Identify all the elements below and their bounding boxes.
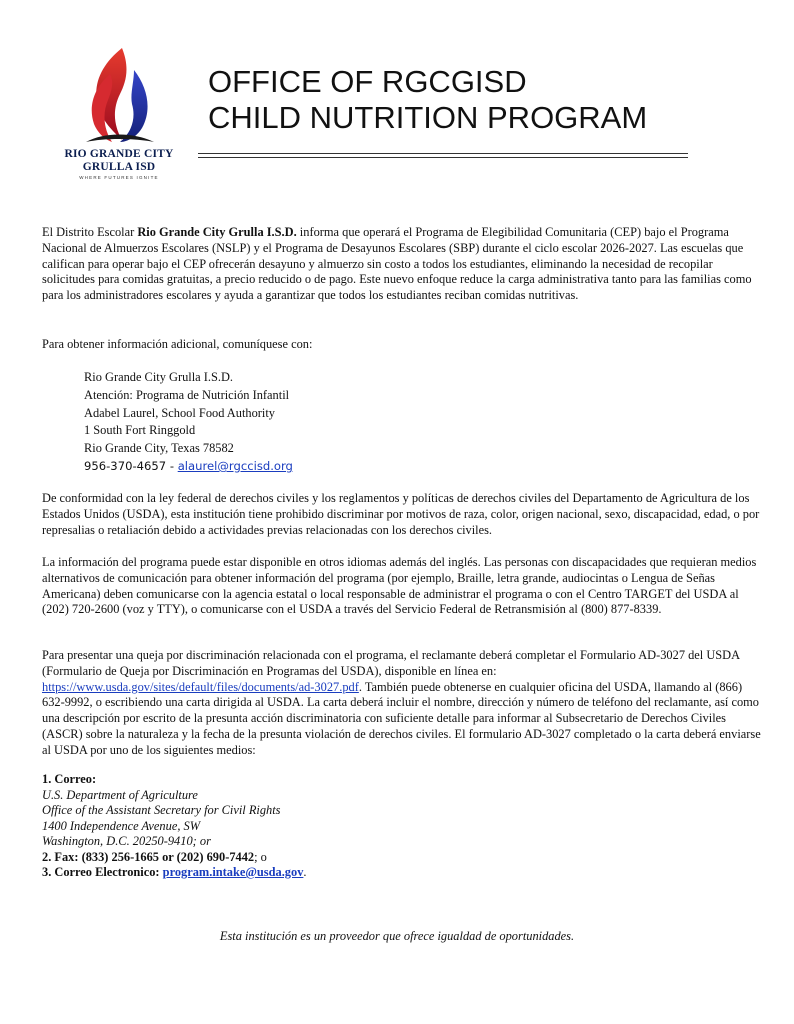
submission-channels <box>42 772 307 881</box>
equal-opportunity-footer: Esta institución es un proveedor que ofrece igualdad de oportunidades. <box>219 929 575 943</box>
district-name: Rio Grande City Grulla I.S.D. <box>137 225 297 239</box>
mail-label: 1. Correo: <box>42 772 97 786</box>
fax-line <box>42 850 307 866</box>
mail-line-1: U.S. Department of Agriculture <box>42 787 198 802</box>
contact-email-link[interactable]: alaurel@rgccisd.org <box>177 458 293 473</box>
email-line <box>42 865 307 881</box>
fax-numbers: 2. Fax: (833) 256-1665 or (202) 690-7442 <box>42 849 255 864</box>
nondiscrimination-paragraph: De conformidad con la ley federal de derechos civiles y los reglamentos y políticas de derechos civiles del Departamento de Agricultura de los Estados Unidos (USDA), esta institución tiene prohibido discriminar por motivos de raza, color, origen nacional, sexo, discapacidad, edad, o por represalias o retaliación debido a actividades previas relacionadas con los derechos civiles. <box>42 491 760 537</box>
mail-line-2: Office of the Assistant Secretary for Civil Rights <box>42 803 281 817</box>
languages-paragraph: La información del programa puede estar disponible en otros idiomas además del inglés. Las personas con discapacidades que requieran medios alternativos de comunicación para obtener información del programa (por ejemplo, Braille, letra grande, audiocintas o Lengua de Señas Americana) deben comunicarse con la agencia estatal o local responsable de administrar el programa o con el Centro TARGET del USDA al (202) 720-2600 (voz y TTY), o comunicarse con el USDA a través del Servicio Federal de Retransmisión al (800) 877-8339. <box>42 555 757 617</box>
complaint-paragraph <box>42 648 762 759</box>
email-label: 3. Correo Electronico: <box>42 865 163 879</box>
title-line-1: OFFICE OF RGCGISD <box>208 64 527 99</box>
complaint-part-2: . También puede obtenerse en cualquier oficina del USDA, llamando al (866) 632-9992, o escribiendo una carta dirigida al USDA. La carta deberá incluir el nombre, dirección y número de teléfono del reclamante, así como una descripción por escrito de la presunta acción discriminatoria con suficiente detalle para informar al Subsecretario de Derechos Civiles (ASCR) sobre la naturaleza y la fecha de la presunta violación de derechos civiles. El formulario AD-3027 completado o la carta deberá enviarse al USDA por uno de los siguientes medios: <box>42 679 761 757</box>
contact-line-5: Rio Grande City, Texas 78582 <box>84 441 234 456</box>
contact-line-1: Rio Grande City Grulla I.S.D. <box>84 370 234 384</box>
title-line-2: CHILD NUTRITION PROGRAM <box>208 100 648 135</box>
contact-line-4: 1 South Fort Ringgold <box>84 423 196 438</box>
intro-rest: informa que operará el Programa de Elegibilidad Comunitaria (CEP) bajo el Programa Nacional de Almuerzos Escolares (NSLP) y el Programa de Desayunos Escolares (SBP) durante el ciclo escolar 2026-2027. Las escuelas que califican para operar bajo el CEP ofrecerán desayuno y almuerzo sin costo a todos los estudiantes, eliminando la necesidad de recopilar solicitudes para comidas gratuitas, a precio reducido o de pago. Este nuevo enfoque reduce la carga administrativa tanto para las familias como para los administradores escolares y ayuda a garantizar que todos los estudiantes reciban comidas nutritivas. <box>42 225 752 303</box>
fax-suffix: ; o <box>254 849 267 864</box>
contact-intro: Para obtener información adicional, comuníquese con: <box>42 337 313 351</box>
logo-line-1: RIO GRANDE CITY <box>64 148 174 160</box>
mail-line-4: Washington, D.C. 20250-9410; or <box>42 834 211 848</box>
mail-line-3: 1400 Independence Avenue, SW <box>42 818 201 833</box>
contact-line-2: Atención: Programa de Nutrición Infantil <box>84 387 290 402</box>
contact-phone-line <box>84 458 293 476</box>
usda-email-link[interactable]: program.intake@usda.gov <box>162 865 304 879</box>
title-divider <box>198 153 688 154</box>
flame-logo-icon <box>64 44 174 148</box>
email-suffix: . <box>303 865 307 879</box>
ad3027-link[interactable]: https://www.usda.gov/sites/default/files/documents/ad-3027.pdf <box>42 679 359 694</box>
logo-line-2: GRULLA ISD <box>82 161 156 173</box>
contact-line-3: Adabel Laurel, School Food Authority <box>84 405 275 420</box>
intro-lead: El Distrito Escolar <box>42 225 138 239</box>
intro-paragraph <box>42 225 762 304</box>
logo-tagline: WHERE FUTURES IGNITE <box>79 175 159 180</box>
complaint-part-1: Para presentar una queja por discriminación relacionada con el programa, el reclamante deberá completar el Formulario AD-3027 del USDA (Formulario de Queja por Discriminación en Programas del USDA), disponible en línea en: <box>42 648 740 678</box>
title-divider-2 <box>198 157 688 158</box>
contact-block <box>84 369 293 476</box>
page-title <box>208 64 647 136</box>
district-logo <box>64 44 174 182</box>
contact-phone: 956-370-4657 - <box>84 458 178 473</box>
